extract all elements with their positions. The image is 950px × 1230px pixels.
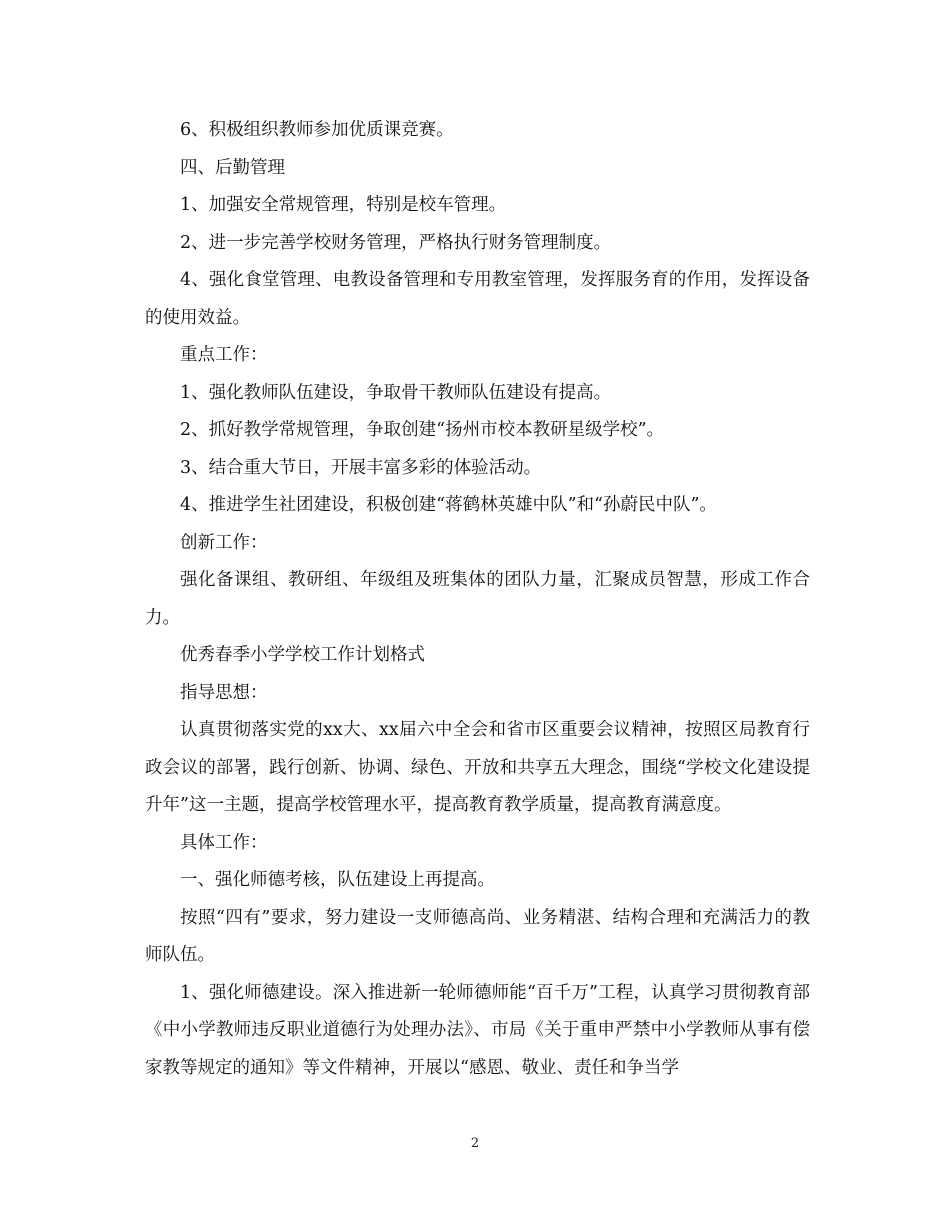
paragraph: 按照“四有”要求，努力建设一支师德高尚、业务精湛、结构合理和充满活力的教师队伍。 — [145, 907, 810, 965]
section-heading: 指导思想： — [180, 682, 268, 703]
paragraph: 2、进一步完善学校财务管理，严格执行财务管理制度。 — [180, 232, 612, 253]
section-heading: 具体工作： — [180, 832, 268, 853]
section-heading: 重点工作： — [180, 345, 268, 365]
paragraph: 4、推进学生社团建设，积极创建“蒋鹤林英雄中队”和“孙蔚民中队”。 — [180, 495, 717, 515]
paragraph: 1、加强安全常规管理，特别是校车管理。 — [180, 195, 507, 215]
paragraph: 3、结合重大节日，开展丰富多彩的体验活动。 — [180, 457, 542, 478]
page-number: 2 — [470, 1136, 480, 1151]
section-heading: 四、后勤管理 — [180, 157, 285, 178]
paragraph: 强化备课组、教研组、年级组及班集体的团队力量，汇聚成员智慧，形成工作合力。 — [145, 570, 810, 628]
paragraph: 6、积极组织教师参加优质课竞赛。 — [180, 120, 454, 140]
paragraph: 2、抓好教学常规管理，争取创建“扬州市校本教研星级学校”。 — [180, 420, 665, 440]
document-title: 优秀春季小学学校工作计划格式 — [180, 645, 425, 665]
paragraph: 认真贯彻落实党的xx大、xx届六中全会和省市区重要会议精神，按照区局教育行政会议的部署，践行创新、协调、绿色、开放和共享五大理念，围绕“学校文化建设提升年”这一主题，提高学校管理水平，提高教育教学质量，提高教育满意度。 — [145, 720, 810, 815]
paragraph: 4、强化食堂管理、电教设备管理和专用教室管理，发挥服务育的作用，发挥设备的使用效益。 — [145, 270, 810, 328]
paragraph: 1、强化教师队伍建设，争取骨干教师队伍建设有提高。 — [180, 382, 612, 403]
section-heading: 创新工作： — [180, 532, 268, 553]
paragraph: 1、强化师德建设。深入推进新一轮师德师能“百千万”工程，认真学习贯彻教育部《中小学教师违反职业道德行为处理办法》、市局《关于重申严禁中小学教师从事有偿家教等规定的通知》等文件精神，开展以“感恩、敬业、责任和争当学 — [145, 982, 810, 1078]
paragraph: 一、强化师德考核，队伍建设上再提高。 — [180, 870, 495, 890]
document-body — [145, 112, 810, 1087]
